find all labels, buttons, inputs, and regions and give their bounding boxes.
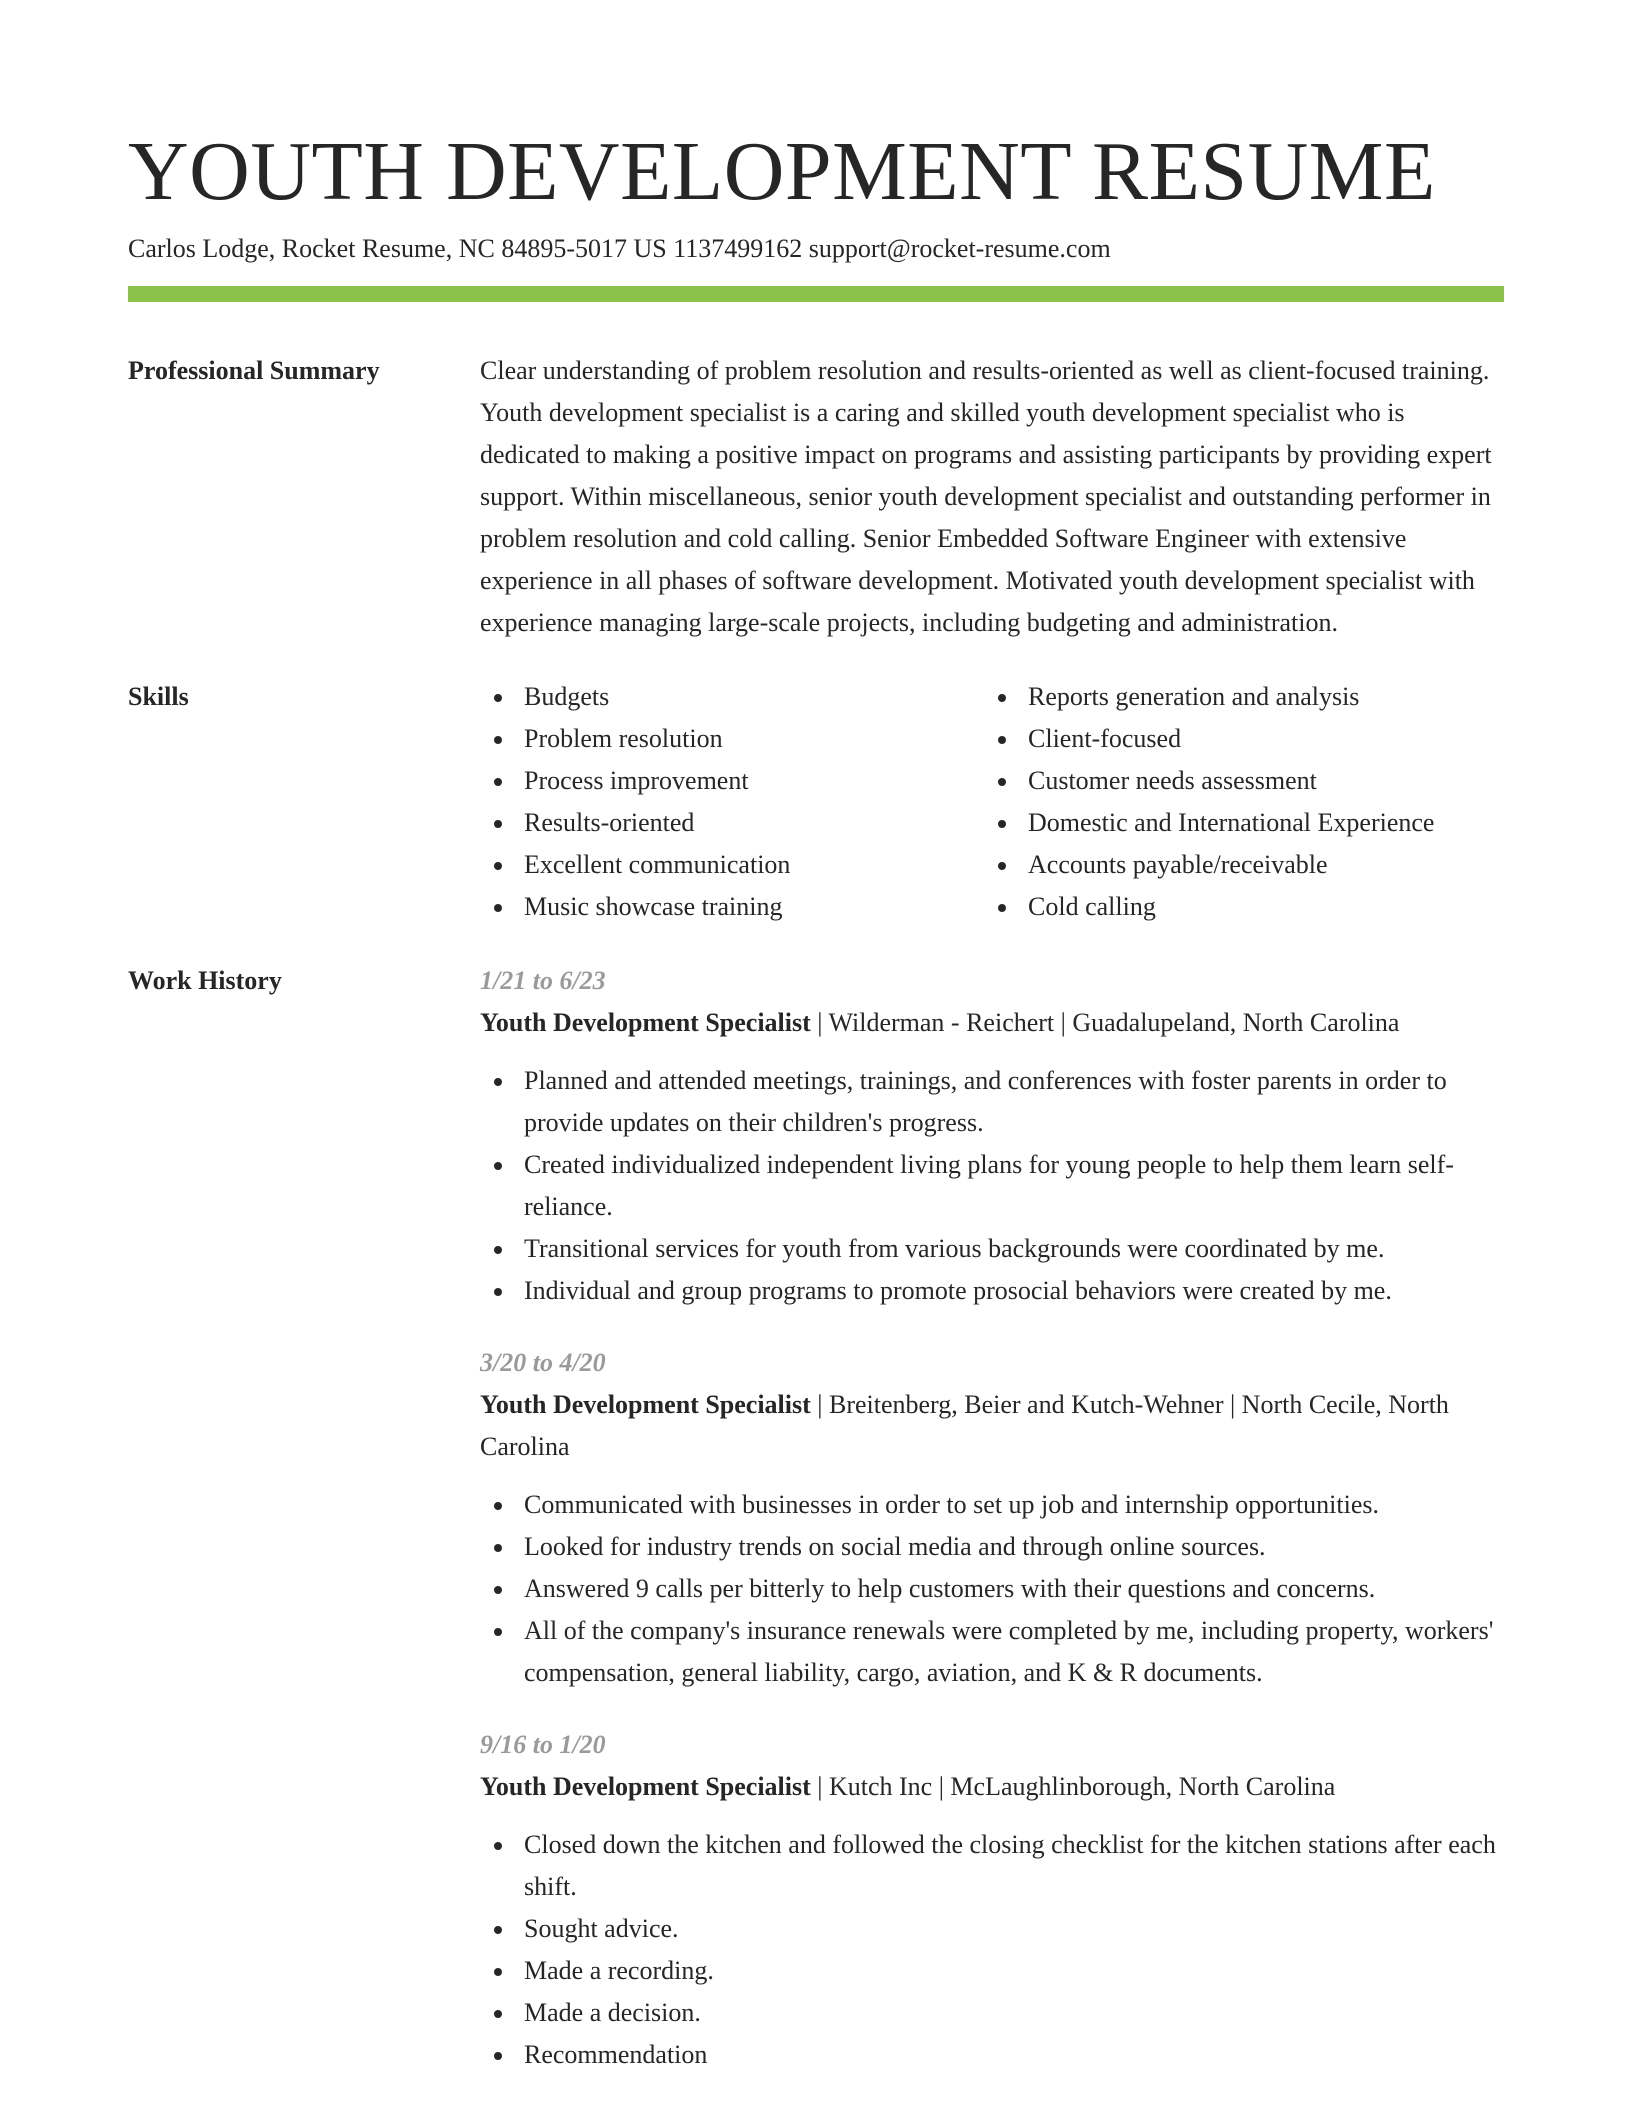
skill-item: Reports generation and analysis: [984, 676, 1488, 718]
job-bullets: [480, 1060, 1504, 1312]
summary-text: Clear understanding of problem resolution and results-oriented as well as client-focused training. Youth development specialist is a caring and skilled youth development specialist who is dedicated to making a positive impact on programs and assisting participants by providing expert support. Within miscellaneous, senior youth development specialist and outstanding performer in problem resolution and cold calling. Senior Embedded Software Engineer with extensive experience in all phases of software development. Motivated youth development specialist with experience managing large-scale projects, including budgeting and administration.: [480, 356, 1492, 637]
work-history-label: Work History: [128, 966, 282, 995]
job-bullet: Created individualized independent living plans for young people to help them learn self-reliance.: [480, 1144, 1504, 1228]
job-entry: [480, 1724, 1504, 2076]
skill-item: Customer needs assessment: [984, 760, 1488, 802]
job-details: | Kutch Inc | McLaughlinborough, North Carolina: [810, 1772, 1336, 1801]
job-details: | Breitenberg, Beier and Kutch-Wehner | North Cecile, North Carolina: [480, 1390, 1449, 1461]
resume-title: YOUTH DEVELOPMENT RESUME: [128, 125, 1436, 218]
summary-label: Professional Summary: [128, 356, 380, 385]
job-bullet: Sought advice.: [480, 1908, 1504, 1950]
skill-item: Problem resolution: [480, 718, 984, 760]
job-bullet: Individual and group programs to promote prosocial behaviors were created by me.: [480, 1270, 1504, 1312]
work-history-section: [128, 960, 1504, 2106]
job-date: 9/16 to 1/20: [480, 1730, 606, 1759]
job-bullet: Answered 9 calls per bitterly to help customers with their questions and concerns.: [480, 1568, 1504, 1610]
job-title: Youth Development Specialist: [480, 1390, 811, 1419]
job-bullets: [480, 1824, 1504, 2076]
job-bullet: Recommendation: [480, 2034, 1504, 2076]
job-heading: [480, 1384, 1504, 1468]
skills-section: [128, 676, 1504, 928]
job-date: 1/21 to 6/23: [480, 966, 606, 995]
skill-item: Process improvement: [480, 760, 984, 802]
job-heading: [480, 1002, 1504, 1044]
contact-line: Carlos Lodge, Rocket Resume, NC 84895-5017 US 1137499162 support@rocket-resume.com: [128, 234, 1111, 263]
skill-item: Accounts payable/receivable: [984, 844, 1488, 886]
job-bullet: Looked for industry trends on social media and through online sources.: [480, 1526, 1504, 1568]
job-heading: [480, 1766, 1504, 1808]
skill-item: Client-focused: [984, 718, 1488, 760]
job-details: | Wilderman - Reichert | Guadalupeland, North Carolina: [810, 1008, 1400, 1037]
skill-item: Domestic and International Experience: [984, 802, 1488, 844]
job-bullet: Transitional services for youth from various backgrounds were coordinated by me.: [480, 1228, 1504, 1270]
skill-item: Excellent communication: [480, 844, 984, 886]
job-entry: [480, 1342, 1504, 1694]
skill-item: Cold calling: [984, 886, 1488, 928]
job-bullet: Made a decision.: [480, 1992, 1504, 2034]
skill-item: Results-oriented: [480, 802, 984, 844]
job-bullet: Communicated with businesses in order to set up job and internship opportunities.: [480, 1484, 1504, 1526]
resume-page: [128, 116, 1504, 2106]
job-bullet: Made a recording.: [480, 1950, 1504, 1992]
job-title: Youth Development Specialist: [480, 1008, 811, 1037]
job-date: 3/20 to 4/20: [480, 1348, 606, 1377]
job-bullets: [480, 1484, 1504, 1694]
skill-item: Music showcase training: [480, 886, 984, 928]
skills-column-right: [984, 676, 1488, 928]
job-bullet: Planned and attended meetings, trainings, and conferences with foster parents in order to provide updates on their children's progress.: [480, 1060, 1504, 1144]
job-entry: [480, 960, 1504, 1312]
header-divider: [128, 286, 1504, 302]
job-title: Youth Development Specialist: [480, 1772, 811, 1801]
summary-section: [128, 350, 1504, 644]
skill-item: Budgets: [480, 676, 984, 718]
skills-label: Skills: [128, 682, 189, 711]
job-bullet: Closed down the kitchen and followed the closing checklist for the kitchen stations after each shift.: [480, 1824, 1504, 1908]
skills-column-left: [480, 676, 984, 928]
job-bullet: All of the company's insurance renewals were completed by me, including property, workers' compensation, general liability, cargo, aviation, and K & R documents.: [480, 1610, 1504, 1694]
